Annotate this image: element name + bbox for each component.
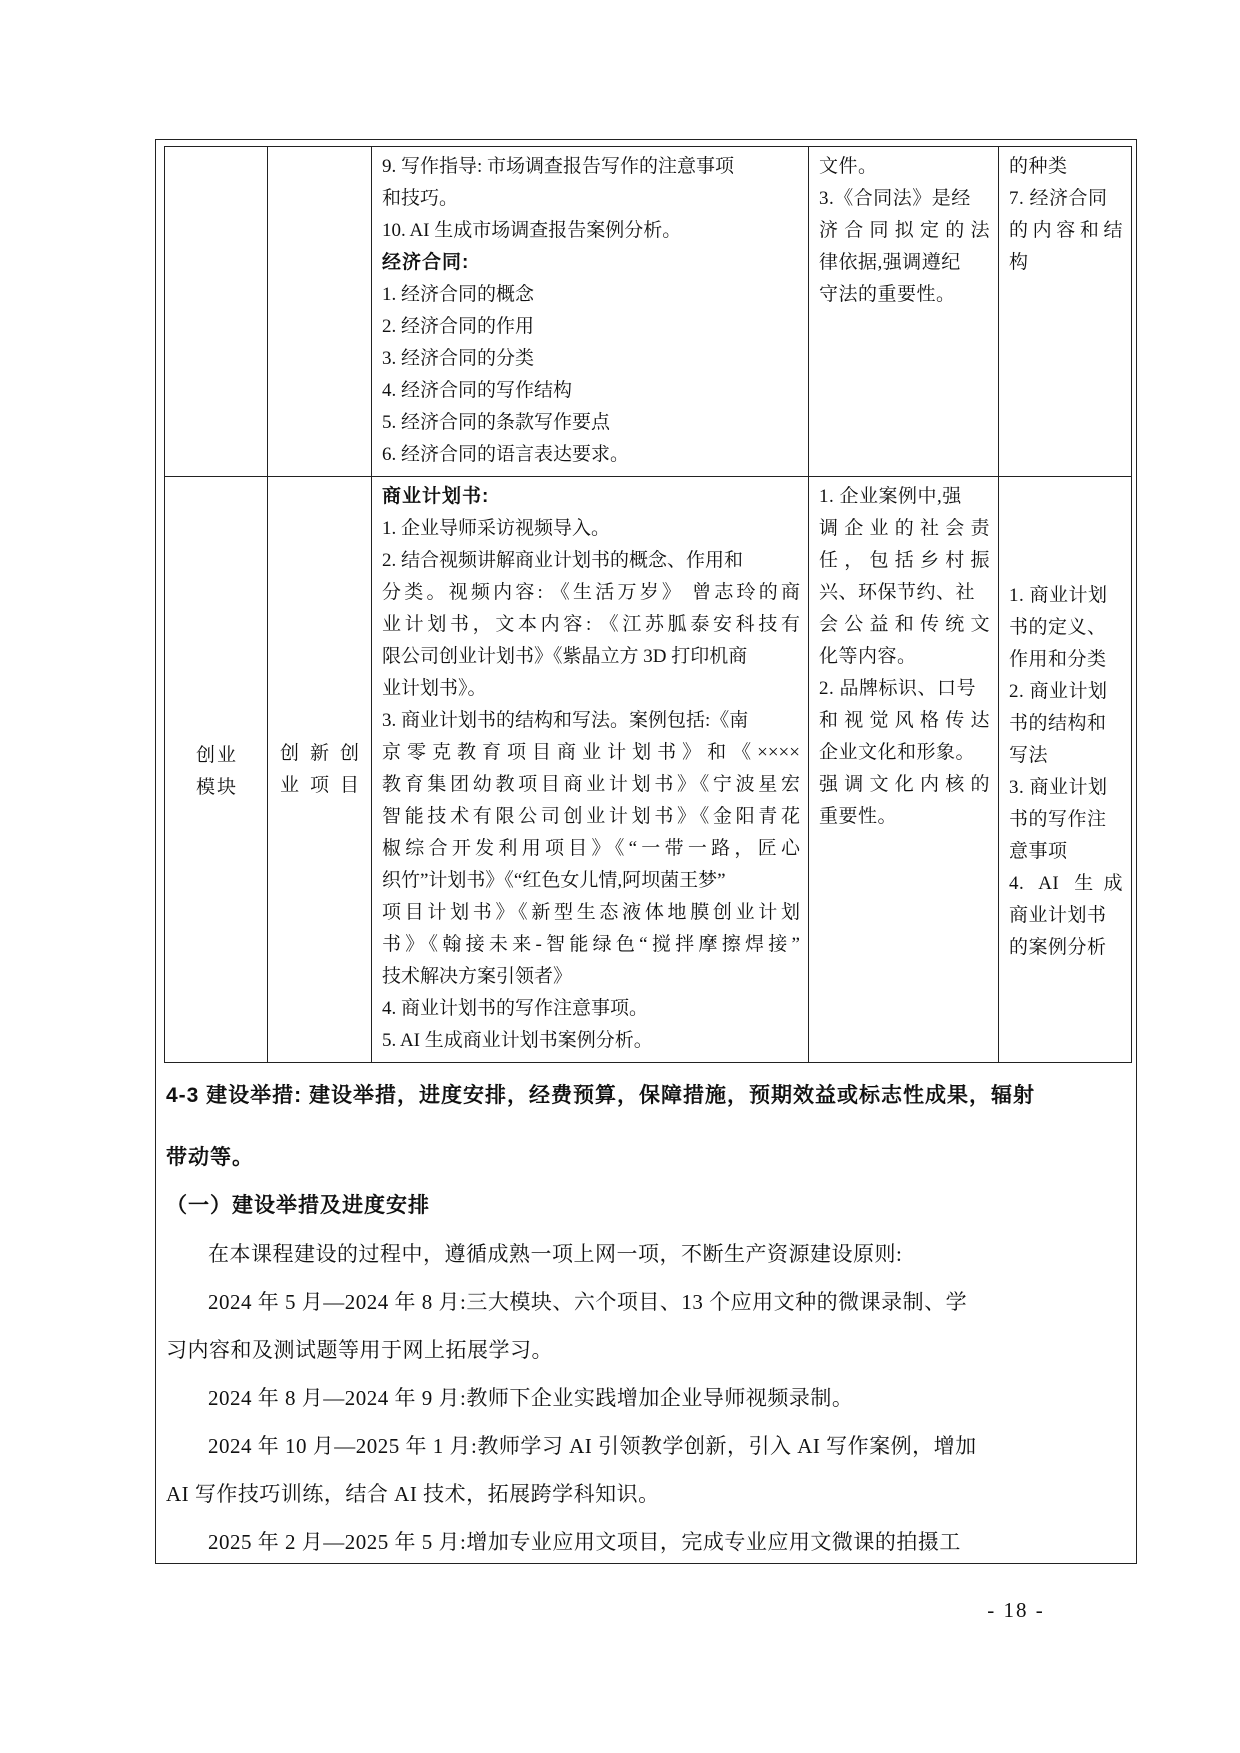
page-number: - 18 - [987, 1598, 1045, 1622]
text-line: 书的定义、 [1009, 616, 1107, 638]
text-line: 的内容和结 [1009, 220, 1123, 241]
text-line: 经济合同: [382, 252, 470, 273]
text-line: 和视觉风格传达 [819, 710, 990, 731]
text-line: 的案例分析 [1009, 936, 1107, 958]
text-line: 任，包括乡村振 [819, 550, 990, 571]
text-line: 模块 [195, 776, 238, 798]
text-line: 文件。 [819, 156, 878, 177]
text-line: 2. 商业计划 [1009, 680, 1108, 702]
text-line: 化等内容。 [819, 646, 917, 667]
text-line: 商业计划书 [1009, 904, 1107, 926]
text-line: 4. AI 生成 [1009, 872, 1123, 894]
text-line: 创业 [195, 744, 238, 766]
text-line: 书的结构和 [1009, 712, 1107, 734]
text-line: 重要性。 [819, 806, 898, 827]
text-line: 6. 经济合同的语言表达要求。 [382, 444, 630, 465]
text-line: 项目计划书》《新型生态液体地膜创业计划 [382, 902, 800, 923]
text-line: 3. 商业计划书的结构和写法。案例包括:《南 [382, 710, 749, 731]
text-line: 4. 经济合同的写作结构 [382, 380, 573, 401]
text-line: AI 写作技巧训练，结合 AI 技术，拓展跨学科知识。 [166, 1482, 660, 1506]
text-line: 智能技术有限公司创业计划书》《金阳青花 [382, 806, 800, 827]
text-line: 1. 经济合同的概念 [382, 284, 535, 305]
text-line: 10. AI 生成市场调查报告案例分析。 [382, 220, 682, 241]
text-line: 分类。视频内容: 《生活万岁》 曾志玲的商 [382, 582, 800, 603]
row1-ideology-cell [809, 147, 999, 477]
text-line: 习内容和及测试题等用于网上拓展学习。 [166, 1338, 553, 1362]
text-line: 3. 商业计划 [1009, 776, 1108, 798]
row1-project-cell [268, 147, 372, 477]
text-line: 构 [1009, 252, 1029, 273]
text-line: 意事项 [1009, 840, 1068, 862]
row2-teaching-content-cell [372, 477, 809, 1063]
text-line: 1. 商业计划 [1009, 584, 1108, 606]
text-line: 会公益和传统文 [819, 614, 990, 635]
text-line: 3. 经济合同的分类 [382, 348, 535, 369]
text-line: 椒综合开发利用项目》《“一带一路，匠心 [382, 838, 800, 859]
text-line: 2. 经济合同的作用 [382, 316, 535, 337]
text-line: 调企业的社会责 [819, 518, 990, 539]
table-row [165, 147, 1132, 477]
text-line: 在本课程建设的过程中，遵循成熟一项上网一项，不断生产资源建设原则: [208, 1242, 903, 1266]
text-line: 守法的重要性。 [819, 284, 956, 305]
text-line: 和技巧。 [382, 188, 459, 209]
text-line: 3.《合同法》是经 [819, 188, 971, 209]
text-line: 限公司创业计划书》《紫晶立方 3D 打印机商 [382, 646, 748, 667]
text-line: 1. 企业导师采访视频导入。 [382, 518, 611, 539]
text-line: 4. 商业计划书的写作注意事项。 [382, 998, 649, 1019]
text-line: 强调文化内核的 [819, 774, 990, 795]
text-line: 2024 年 10 月—2025 年 1 月:教师学习 AI 引领教学创新，引入 AI 写作案例，增加 [208, 1434, 977, 1458]
text-line: 7. 经济合同 [1009, 188, 1108, 209]
text-line: 1. 企业案例中,强 [819, 486, 962, 507]
row1-knowledge-points-cell [999, 147, 1132, 477]
text-line: 企业文化和形象。 [819, 742, 976, 763]
text-line: 4-3 建设举措: 建设举措，进度安排，经费预算，保障措施，预期效益或标志性成果，辐射 [166, 1084, 1036, 1107]
text-line: 织竹”计划书》《“红色女儿情,阿坝菌王梦” [382, 870, 726, 891]
text-line: 京零克教育项目商业计划书》和《×××× [382, 742, 800, 763]
text-line: 2024 年 8 月—2024 年 9 月:教师下企业实践增加企业导师视频录制。 [208, 1386, 854, 1410]
row1-teaching-content-cell [372, 147, 809, 477]
table-row [165, 477, 1132, 1063]
text-line: 5. AI 生成商业计划书案例分析。 [382, 1030, 653, 1051]
row2-knowledge-points-cell [999, 477, 1132, 1063]
text-line: 书的写作注 [1009, 808, 1107, 830]
text-line: 兴、环保节约、社 [819, 582, 976, 603]
text-line: 写法 [1009, 744, 1049, 766]
text-line: 的种类 [1009, 156, 1068, 177]
text-line: 技术解决方案引领者》 [382, 966, 573, 987]
text-line: 济合同拟定的法 [819, 220, 990, 241]
text-line: （一）建设举措及进度安排 [166, 1194, 430, 1217]
text-line: 2. 品牌标识、口号 [819, 678, 977, 699]
text-line: 业计划书》。 [382, 678, 487, 699]
text-line: 创新创 [280, 742, 359, 764]
text-line: 律依据,强调遵纪 [819, 252, 961, 273]
text-line: 业项目 [280, 774, 359, 796]
text-line: 5. 经济合同的条款写作要点 [382, 412, 611, 433]
text-line: 带动等。 [166, 1146, 254, 1169]
row1-module-cell [165, 147, 268, 477]
text-line: 2024 年 5 月—2024 年 8 月:三大模块、六个项目、13 个应用文种的微课录制、学 [208, 1290, 968, 1314]
row2-project-cell [268, 477, 372, 1063]
row2-ideology-cell [809, 477, 999, 1063]
text-line: 作用和分类 [1009, 648, 1107, 670]
text-line: 教育集团幼教项目商业计划书》《宁波星宏 [382, 774, 800, 795]
text-line: 业计划书，文本内容: 《江苏胍泰安科技有 [382, 614, 800, 635]
text-line: 2. 结合视频讲解商业计划书的概念、作用和 [382, 550, 744, 571]
text-line: 商业计划书: [382, 486, 490, 507]
text-line: 书》《翰接未来-智能绿色“搅拌摩擦焊接” [382, 934, 800, 955]
construction-measures-section [166, 1072, 1114, 1566]
text-line: 2025 年 2 月—2025 年 5 月:增加专业应用文项目，完成专业应用文微课的拍摄工 [208, 1530, 961, 1554]
row2-module-cell [165, 477, 268, 1063]
course-content-table [164, 146, 1132, 1063]
text-line: 9. 写作指导: 市场调查报告写作的注意事项 [382, 156, 735, 177]
